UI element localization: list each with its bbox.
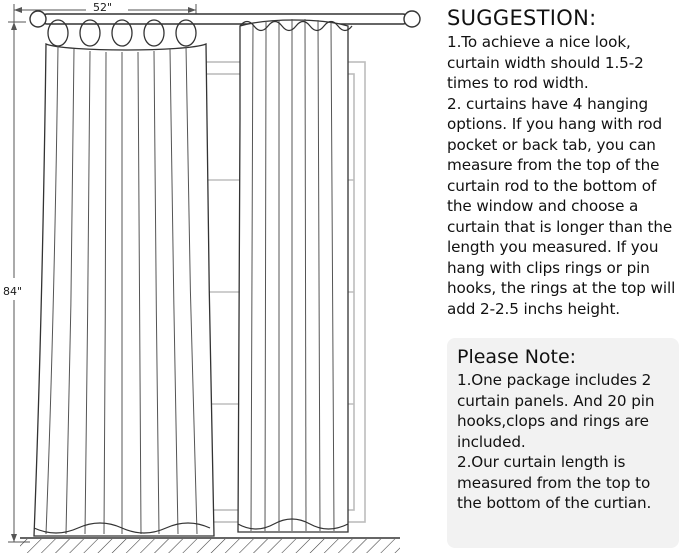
suggestion-item-1: 1.To achieve a nice look, curtain width should 1.5-2 times to rod width. (447, 33, 644, 92)
text-column (447, 0, 679, 556)
please-note-body (457, 370, 671, 514)
height-dimension (8, 22, 30, 542)
please-note-title: Please Note: (457, 346, 577, 368)
suggestion-body (447, 32, 679, 319)
please-note-panel (447, 338, 679, 548)
note-item-2: 2.Our curtain length is measured from the top to the bottom of the curtian. (457, 453, 652, 512)
suggestion-block (447, 6, 679, 319)
curtain-rod (30, 11, 420, 27)
suggestion-title: SUGGESTION: (447, 6, 597, 30)
note-item-1: 1.One package includes 2 curtain panels. And 20 pin hooks,clops and rings are included. (457, 371, 655, 451)
suggestion-item-2: 2. curtains have 4 hanging options. If you hang with rod pocket or back tab, you can measure from the top of the curtain rod to the bottom of the window and choose a curtain that is longer than the length you measured. If you hang with clips rings or pin hooks, the rings at the top will add 2-2.5 inchs height. (447, 94, 676, 318)
floor-hatching (20, 538, 400, 553)
width-dimension-label: 52" (93, 1, 113, 14)
height-dimension-label: 84" (3, 285, 23, 298)
